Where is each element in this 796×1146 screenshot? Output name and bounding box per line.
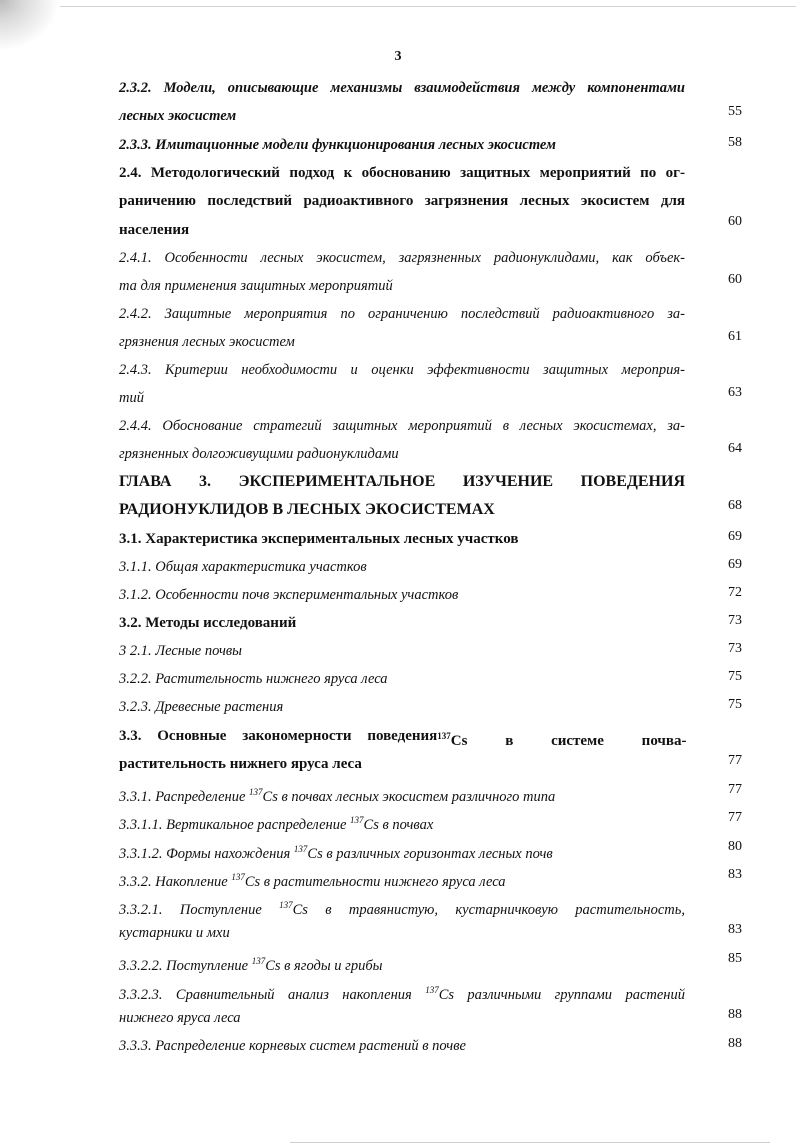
- toc-entry-2-4-1: 2.4.1. Особенности лесных экосистем, загрязненных радионуклидами, как объек-: [119, 250, 685, 266]
- toc-page-chapter-3: 68: [728, 498, 742, 513]
- toc-page-3-1: 69: [728, 529, 742, 544]
- isotope-mass: 137: [425, 985, 439, 995]
- toc-page-3-2: 73: [728, 613, 742, 628]
- toc-entry-2-3-3: 2.3.3. Имитационные модели функционирования лесных экосистем: [119, 137, 556, 153]
- toc-entry-3-2-3: 3.2.3. Древесные растения: [119, 699, 284, 715]
- toc-page-3-3-2: 83: [728, 867, 742, 882]
- toc-entry-2-4-cont2: населения: [119, 222, 190, 238]
- toc-page-2-4-2: 61: [728, 329, 742, 344]
- isotope-mass: 137: [279, 900, 293, 910]
- toc-entry-3-3-2-3-post: Cs различными группами растений: [438, 987, 686, 1003]
- toc-entry-3-2-2: 3.2.2. Растительность нижнего яруса леса: [119, 671, 388, 687]
- toc-entry-3-3-2-pre: 3.3.2. Накопление: [119, 874, 232, 890]
- toc-entry-3-3-3: 3.3.3. Распределение корневых систем растений в почве: [119, 1038, 466, 1054]
- toc-page-3-3-2-2: 85: [728, 951, 742, 966]
- toc-entry-3-3-2-post: Cs в растительности нижнего яруса леса: [244, 874, 506, 890]
- toc-entry-2-3-2-cont: лесных экосистем: [119, 108, 237, 124]
- isotope-mass: 137: [249, 787, 263, 797]
- isotope-mass: 137: [437, 731, 451, 741]
- toc-entry-3-1-1: 3.1.1. Общая характеристика участков: [119, 559, 367, 575]
- toc-entry-2-4-3: 2.4.3. Критерии необходимости и оценки эффективности защитных мероприя-: [119, 362, 685, 378]
- toc-page-3-2-1: 73: [728, 641, 742, 656]
- toc-entry-3-3-2-2-pre: 3.3.2.2. Поступление: [119, 958, 252, 974]
- toc-entry-3-3-1-pre: 3.3.1. Распределение: [119, 789, 250, 805]
- toc-entry-2-4-1-cont: та для применения защитных мероприятий: [119, 278, 393, 294]
- toc-entry-2-4-2: 2.4.2. Защитные мероприятия по ограничению последствий радиоактивного за-: [119, 306, 685, 322]
- toc-entry-3-3-2-1-pre: 3.3.2.1. Поступление: [119, 902, 280, 918]
- toc-page-3-2-2: 75: [728, 669, 742, 684]
- toc-page-3-3-3: 88: [728, 1036, 742, 1051]
- toc-page-2-4-1: 60: [728, 272, 742, 287]
- toc-page-3-3-1-2: 80: [728, 839, 742, 854]
- toc-page-3-2-3: 75: [728, 697, 742, 712]
- isotope-mass: 137: [231, 872, 245, 882]
- toc-entry-3-3-2-3: [119, 978, 685, 1007]
- toc-chapter-3: ГЛАВА 3. ЭКСПЕРИМЕНТАЛЬНОЕ ИЗУЧЕНИЕ ПОВЕДЕНИЯ: [119, 473, 685, 490]
- toc-page-3-3: 77: [728, 753, 742, 768]
- toc-entry-3-3-1-2-post: Cs в различных горизонтах лесных почв: [307, 846, 553, 862]
- toc-entry-3-3-2-1-cont: кустарники и мхи: [119, 925, 230, 941]
- toc-entry-3-3-1-1-post: Cs в почвах: [363, 817, 434, 833]
- toc-entry-2-4: 2.4. Методологический подход к обоснованию защитных мероприятий по ог-: [119, 165, 685, 181]
- toc-page-2-3-3: 58: [728, 135, 742, 150]
- toc-entry-3-3-2-3-cont: нижнего яруса леса: [119, 1010, 241, 1026]
- toc-entry-3-3-2-2-post: Cs в ягоды и грибы: [265, 958, 383, 974]
- scan-edge-bottom: [290, 1142, 770, 1143]
- toc-entry-3-1-2: 3.1.2. Особенности почв экспериментальных участков: [119, 587, 459, 603]
- toc-entry-3-3-1: [119, 780, 685, 809]
- toc-entry-3-3-2-1-post: Cs в травянистую, кустарничковую растительность,: [292, 902, 685, 918]
- toc-entry-2-3-2: 2.3.2. Модели, описывающие механизмы взаимодействия между компонентами: [119, 80, 685, 96]
- isotope-mass: 137: [350, 815, 364, 825]
- scan-edge-top: [60, 6, 796, 7]
- toc-entry-3-2-1: 3 2.1. Лесные почвы: [119, 643, 242, 659]
- isotope-mass: 137: [293, 844, 308, 854]
- toc-page-2-3-2: 55: [728, 104, 742, 119]
- toc-entry-3-3-1-2: [119, 837, 685, 866]
- toc-entry-3-3-2-2: [119, 949, 685, 978]
- isotope-mass: 137: [251, 956, 266, 966]
- toc-entry-3-3-1-post: Cs в почвах лесных экосистем различного типа: [262, 789, 556, 805]
- toc-page-3-1-1: 69: [728, 557, 742, 572]
- toc-entry-2-4-4: 2.4.4. Обоснование стратегий защитных мероприятий в лесных экосистемах, за-: [119, 418, 685, 434]
- toc-entry-3-2: 3.2. Методы исследований: [119, 615, 297, 631]
- toc-page-2-4-4: 64: [728, 441, 742, 456]
- toc-entry-3-3-2: [119, 865, 685, 894]
- toc-page-2-4: 60: [728, 214, 742, 229]
- toc-entry-2-4-cont1: раничению последствий радиоактивного загрязнения лесных экосистем для: [119, 193, 685, 209]
- toc-entry-3-3-1-1-pre: 3.3.1.1. Вертикальное распределение: [119, 817, 351, 833]
- toc-entry-3-3: [119, 724, 685, 753]
- toc-entry-3-3-1-1: [119, 808, 685, 837]
- toc-entry-3-3-text-a: 3.3. Основные закономерности поведения: [119, 728, 438, 744]
- toc-entry-2-4-2-cont: грязнения лесных экосистем: [119, 334, 295, 350]
- toc-page-3-1-2: 72: [728, 585, 742, 600]
- toc-entry-3-3-text-b-body: Cs в системе почва-: [450, 733, 687, 749]
- toc-page-3-3-2-3: 88: [728, 1007, 742, 1022]
- toc-entry-3-3-cont: растительность нижнего яруса леса: [119, 756, 362, 772]
- toc-page-3-3-1-1: 77: [728, 810, 742, 825]
- toc-entry-3-3-text-b: [437, 724, 686, 753]
- toc-entry-3-3-1-2-pre: 3.3.1.2. Формы нахождения: [119, 846, 294, 862]
- toc-page-2-4-3: 63: [728, 385, 742, 400]
- toc-entry-2-4-3-cont: тий: [119, 390, 144, 406]
- toc-entry-3-3-2-1: [119, 893, 685, 922]
- page-number: 3: [394, 49, 402, 64]
- toc-chapter-3-cont: РАДИОНУКЛИДОВ В ЛЕСНЫХ ЭКОСИСТЕМАХ: [119, 501, 495, 518]
- toc-page-3-3-1: 77: [728, 782, 742, 797]
- toc-entry-3-1: 3.1. Характеристика экспериментальных лесных участков: [119, 531, 519, 547]
- toc-entry-2-4-4-cont: грязненных долгоживущими радионуклидами: [119, 446, 399, 462]
- toc-page-3-3-2-1: 83: [728, 922, 742, 937]
- toc-entry-3-3-2-3-pre: 3.3.2.3. Сравнительный анализ накопления: [119, 987, 426, 1003]
